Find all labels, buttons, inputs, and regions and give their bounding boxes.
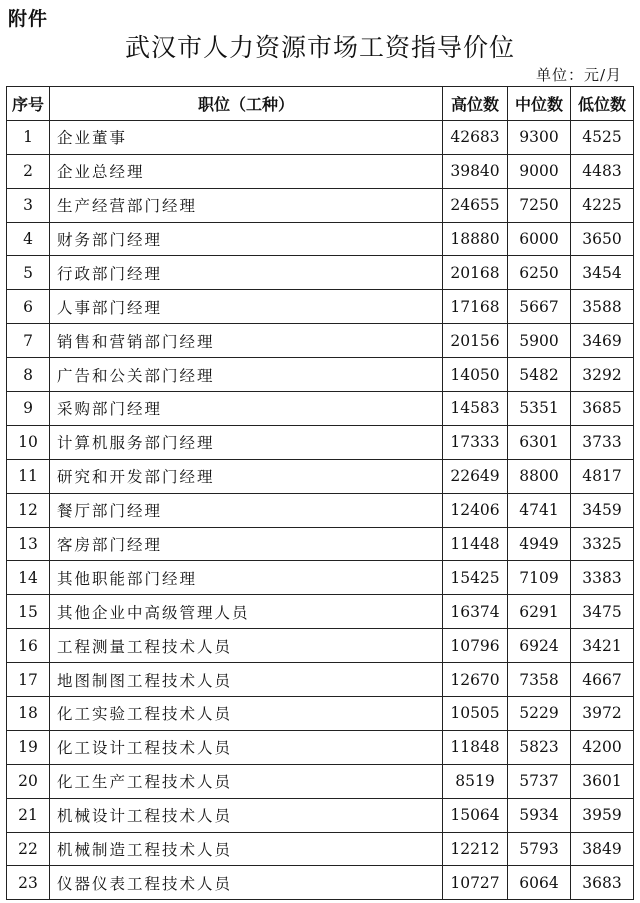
header-index: 序号 (7, 87, 50, 121)
cell-high: 20168 (443, 256, 508, 290)
cell-low: 3292 (571, 358, 634, 392)
cell-position: 餐厅部门经理 (50, 493, 443, 527)
cell-index: 18 (7, 697, 50, 731)
cell-position: 化工实验工程技术人员 (50, 697, 443, 731)
cell-median: 5823 (508, 730, 571, 764)
document-title: 武汉市人力资源市场工资指导价位 (124, 33, 515, 62)
cell-index: 10 (7, 425, 50, 459)
table-row (7, 459, 634, 493)
cell-high: 17333 (443, 425, 508, 459)
cell-position: 计算机服务部门经理 (50, 425, 443, 459)
cell-low: 3849 (571, 832, 634, 866)
header-low: 低位数 (571, 87, 634, 121)
header-median: 中位数 (508, 87, 571, 121)
cell-median: 5737 (508, 764, 571, 798)
cell-high: 12670 (443, 663, 508, 697)
cell-index: 2 (7, 154, 50, 188)
cell-position: 机械设计工程技术人员 (50, 798, 443, 832)
cell-high: 10796 (443, 629, 508, 663)
cell-median: 5793 (508, 832, 571, 866)
table-row (7, 222, 634, 256)
cell-position: 机械制造工程技术人员 (50, 832, 443, 866)
cell-index: 22 (7, 832, 50, 866)
cell-high: 22649 (443, 459, 508, 493)
cell-median: 5229 (508, 697, 571, 731)
cell-low: 3683 (571, 866, 634, 900)
cell-low: 3454 (571, 256, 634, 290)
table-row (7, 493, 634, 527)
table-row (7, 154, 634, 188)
cell-high: 16374 (443, 595, 508, 629)
header-position: 职位（工种） (50, 87, 443, 121)
cell-position: 企业总经理 (50, 154, 443, 188)
cell-index: 19 (7, 730, 50, 764)
cell-index: 11 (7, 459, 50, 493)
cell-position: 广告和公关部门经理 (50, 358, 443, 392)
cell-index: 13 (7, 527, 50, 561)
cell-low: 4525 (571, 120, 634, 154)
wage-table (6, 86, 634, 900)
cell-index: 16 (7, 629, 50, 663)
cell-position: 其他企业中高级管理人员 (50, 595, 443, 629)
cell-median: 7250 (508, 188, 571, 222)
cell-median: 6301 (508, 425, 571, 459)
cell-median: 7358 (508, 663, 571, 697)
cell-position: 人事部门经理 (50, 290, 443, 324)
table-row (7, 392, 634, 426)
cell-low: 3959 (571, 798, 634, 832)
cell-position: 化工生产工程技术人员 (50, 764, 443, 798)
cell-position: 企业董事 (50, 120, 443, 154)
cell-high: 42683 (443, 120, 508, 154)
cell-median: 9300 (508, 120, 571, 154)
cell-median: 6250 (508, 256, 571, 290)
table-row (7, 561, 634, 595)
cell-median: 6291 (508, 595, 571, 629)
table-row (7, 425, 634, 459)
cell-position: 采购部门经理 (50, 392, 443, 426)
table-row (7, 120, 634, 154)
cell-high: 15425 (443, 561, 508, 595)
table-row (7, 798, 634, 832)
table-body (7, 120, 634, 899)
table-row (7, 527, 634, 561)
cell-median: 5482 (508, 358, 571, 392)
table-row (7, 697, 634, 731)
table-row (7, 730, 634, 764)
cell-index: 5 (7, 256, 50, 290)
table-row (7, 663, 634, 697)
header-high: 高位数 (443, 87, 508, 121)
cell-low: 3601 (571, 764, 634, 798)
table-row (7, 629, 634, 663)
table-row (7, 256, 634, 290)
cell-high: 12406 (443, 493, 508, 527)
cell-high: 8519 (443, 764, 508, 798)
cell-high: 17168 (443, 290, 508, 324)
cell-low: 3421 (571, 629, 634, 663)
table-row (7, 764, 634, 798)
cell-position: 客房部门经理 (50, 527, 443, 561)
table-row (7, 832, 634, 866)
table-row (7, 866, 634, 900)
cell-high: 11448 (443, 527, 508, 561)
cell-position: 行政部门经理 (50, 256, 443, 290)
cell-high: 11848 (443, 730, 508, 764)
cell-low: 4667 (571, 663, 634, 697)
cell-high: 15064 (443, 798, 508, 832)
cell-index: 8 (7, 358, 50, 392)
cell-position: 财务部门经理 (50, 222, 443, 256)
cell-low: 3475 (571, 595, 634, 629)
cell-high: 14050 (443, 358, 508, 392)
table-row (7, 324, 634, 358)
cell-high: 14583 (443, 392, 508, 426)
cell-median: 9000 (508, 154, 571, 188)
cell-low: 3325 (571, 527, 634, 561)
cell-position: 生产经营部门经理 (50, 188, 443, 222)
attachment-label: 附件 (8, 8, 49, 30)
table-row (7, 290, 634, 324)
cell-high: 18880 (443, 222, 508, 256)
cell-median: 5900 (508, 324, 571, 358)
cell-median: 6064 (508, 866, 571, 900)
cell-high: 39840 (443, 154, 508, 188)
cell-low: 3588 (571, 290, 634, 324)
table-header-row (7, 87, 634, 121)
cell-low: 4200 (571, 730, 634, 764)
cell-low: 4483 (571, 154, 634, 188)
cell-position: 销售和营销部门经理 (50, 324, 443, 358)
cell-index: 23 (7, 866, 50, 900)
table-row (7, 595, 634, 629)
cell-low: 3469 (571, 324, 634, 358)
cell-index: 14 (7, 561, 50, 595)
cell-median: 4741 (508, 493, 571, 527)
cell-index: 20 (7, 764, 50, 798)
cell-low: 3685 (571, 392, 634, 426)
cell-position: 仪器仪表工程技术人员 (50, 866, 443, 900)
cell-median: 4949 (508, 527, 571, 561)
table-row (7, 188, 634, 222)
cell-low: 3459 (571, 493, 634, 527)
cell-low: 3733 (571, 425, 634, 459)
cell-high: 12212 (443, 832, 508, 866)
cell-high: 10727 (443, 866, 508, 900)
cell-position: 化工设计工程技术人员 (50, 730, 443, 764)
cell-position: 研究和开发部门经理 (50, 459, 443, 493)
cell-position: 其他职能部门经理 (50, 561, 443, 595)
cell-index: 17 (7, 663, 50, 697)
cell-low: 3650 (571, 222, 634, 256)
cell-low: 4817 (571, 459, 634, 493)
cell-median: 6000 (508, 222, 571, 256)
unit-note: 单位：元/月 (535, 66, 622, 84)
cell-index: 4 (7, 222, 50, 256)
cell-position: 地图制图工程技术人员 (50, 663, 443, 697)
cell-index: 21 (7, 798, 50, 832)
cell-median: 7109 (508, 561, 571, 595)
cell-low: 4225 (571, 188, 634, 222)
cell-index: 1 (7, 120, 50, 154)
cell-low: 3972 (571, 697, 634, 731)
cell-index: 6 (7, 290, 50, 324)
cell-median: 5934 (508, 798, 571, 832)
cell-index: 15 (7, 595, 50, 629)
cell-index: 3 (7, 188, 50, 222)
cell-high: 10505 (443, 697, 508, 731)
cell-median: 6924 (508, 629, 571, 663)
cell-index: 12 (7, 493, 50, 527)
cell-index: 9 (7, 392, 50, 426)
cell-position: 工程测量工程技术人员 (50, 629, 443, 663)
cell-median: 8800 (508, 459, 571, 493)
cell-high: 24655 (443, 188, 508, 222)
cell-high: 20156 (443, 324, 508, 358)
cell-index: 7 (7, 324, 50, 358)
cell-low: 3383 (571, 561, 634, 595)
cell-median: 5667 (508, 290, 571, 324)
cell-median: 5351 (508, 392, 571, 426)
table-row (7, 358, 634, 392)
